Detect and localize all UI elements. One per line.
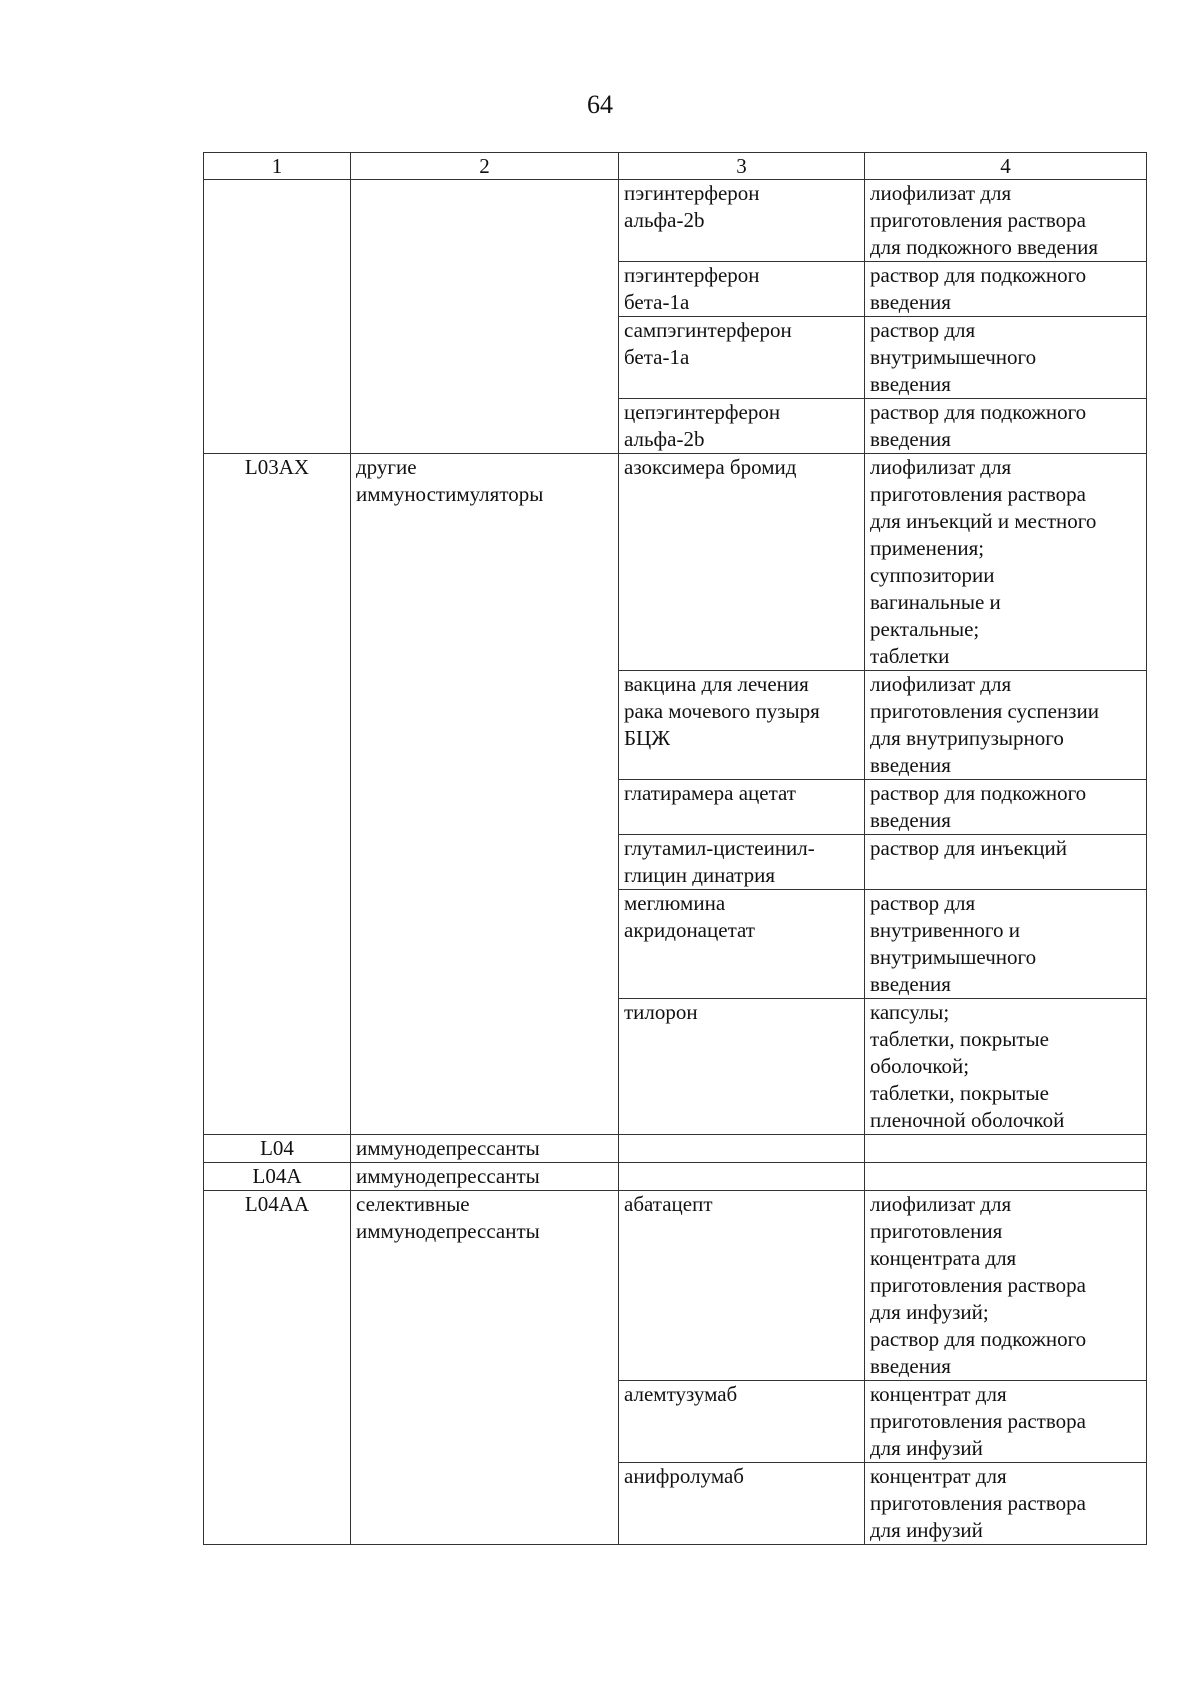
atc-group-name-cell: иммунодепрессанты <box>351 1163 619 1191</box>
continued-group-cell <box>351 180 619 454</box>
atc-code-cell: L04A <box>204 1163 351 1191</box>
table-row <box>204 1191 1147 1381</box>
table-row <box>204 454 1147 671</box>
dosage-form-cell: лиофилизат для приготовления концентрата для приготовления раствора для инфузий; раствор для подкожного введения <box>865 1191 1147 1381</box>
atc-code-cell: L04AA <box>204 1191 351 1545</box>
substance-cell <box>619 1163 865 1191</box>
continued-code-cell <box>204 180 351 454</box>
substance-cell: абатацепт <box>619 1191 865 1381</box>
substance-cell: анифролумаб <box>619 1463 865 1545</box>
substance-cell: алемтузумаб <box>619 1381 865 1463</box>
dosage-form-cell: раствор для подкожного введения <box>865 399 1147 454</box>
atc-group-name-cell: селективные иммунодепрессанты <box>351 1191 619 1545</box>
dosage-form-cell: раствор для внутривенного и внутримышечного введения <box>865 890 1147 999</box>
header-col-3: 3 <box>619 153 865 180</box>
substance-cell: сампэгинтерферон бета-1a <box>619 317 865 399</box>
dosage-form-cell: раствор для подкожного введения <box>865 262 1147 317</box>
dosage-form-cell <box>865 1163 1147 1191</box>
substance-cell: тилорон <box>619 999 865 1135</box>
dosage-form-cell: раствор для подкожного введения <box>865 780 1147 835</box>
substance-cell: глутамил-цистеинил- глицин динатрия <box>619 835 865 890</box>
header-col-1: 1 <box>204 153 351 180</box>
atc-code-cell: L04 <box>204 1135 351 1163</box>
header-col-4: 4 <box>865 153 1147 180</box>
atc-group-name-cell: иммунодепрессанты <box>351 1135 619 1163</box>
dosage-form-cell: лиофилизат для приготовления суспензии для внутрипузырного введения <box>865 671 1147 780</box>
atc-group-name-cell: другие иммуностимуляторы <box>351 454 619 1135</box>
header-col-2: 2 <box>351 153 619 180</box>
dosage-form-cell: концентрат для приготовления раствора для инфузий <box>865 1381 1147 1463</box>
dosage-form-cell: раствор для инъекций <box>865 835 1147 890</box>
dosage-form-cell: капсулы; таблетки, покрытые оболочкой; таблетки, покрытые пленочной оболочкой <box>865 999 1147 1135</box>
header-row <box>204 153 1147 180</box>
drug-table <box>203 152 1147 1545</box>
table-row <box>204 1135 1147 1163</box>
dosage-form-cell: концентрат для приготовления раствора для инфузий <box>865 1463 1147 1545</box>
atc-code-cell: L03AX <box>204 454 351 1135</box>
substance-cell: пэгинтерферон альфа-2b <box>619 180 865 262</box>
table-row <box>204 180 1147 262</box>
dosage-form-cell: раствор для внутримышечного введения <box>865 317 1147 399</box>
substance-cell: азоксимера бромид <box>619 454 865 671</box>
substance-cell: пэгинтерферон бета-1a <box>619 262 865 317</box>
substance-cell <box>619 1135 865 1163</box>
substance-cell: цепэгинтерферон альфа-2b <box>619 399 865 454</box>
dosage-form-cell: лиофилизат для приготовления раствора для инъекций и местного применения; суппозитории вагинальные и ректальные; таблетки <box>865 454 1147 671</box>
dosage-form-cell: лиофилизат для приготовления раствора для подкожного введения <box>865 180 1147 262</box>
substance-cell: глатирамера ацетат <box>619 780 865 835</box>
substance-cell: меглюмина акридонацетат <box>619 890 865 999</box>
dosage-form-cell <box>865 1135 1147 1163</box>
table-row <box>204 1163 1147 1191</box>
substance-cell: вакцина для лечения рака мочевого пузыря БЦЖ <box>619 671 865 780</box>
page-number: 64 <box>587 90 613 119</box>
